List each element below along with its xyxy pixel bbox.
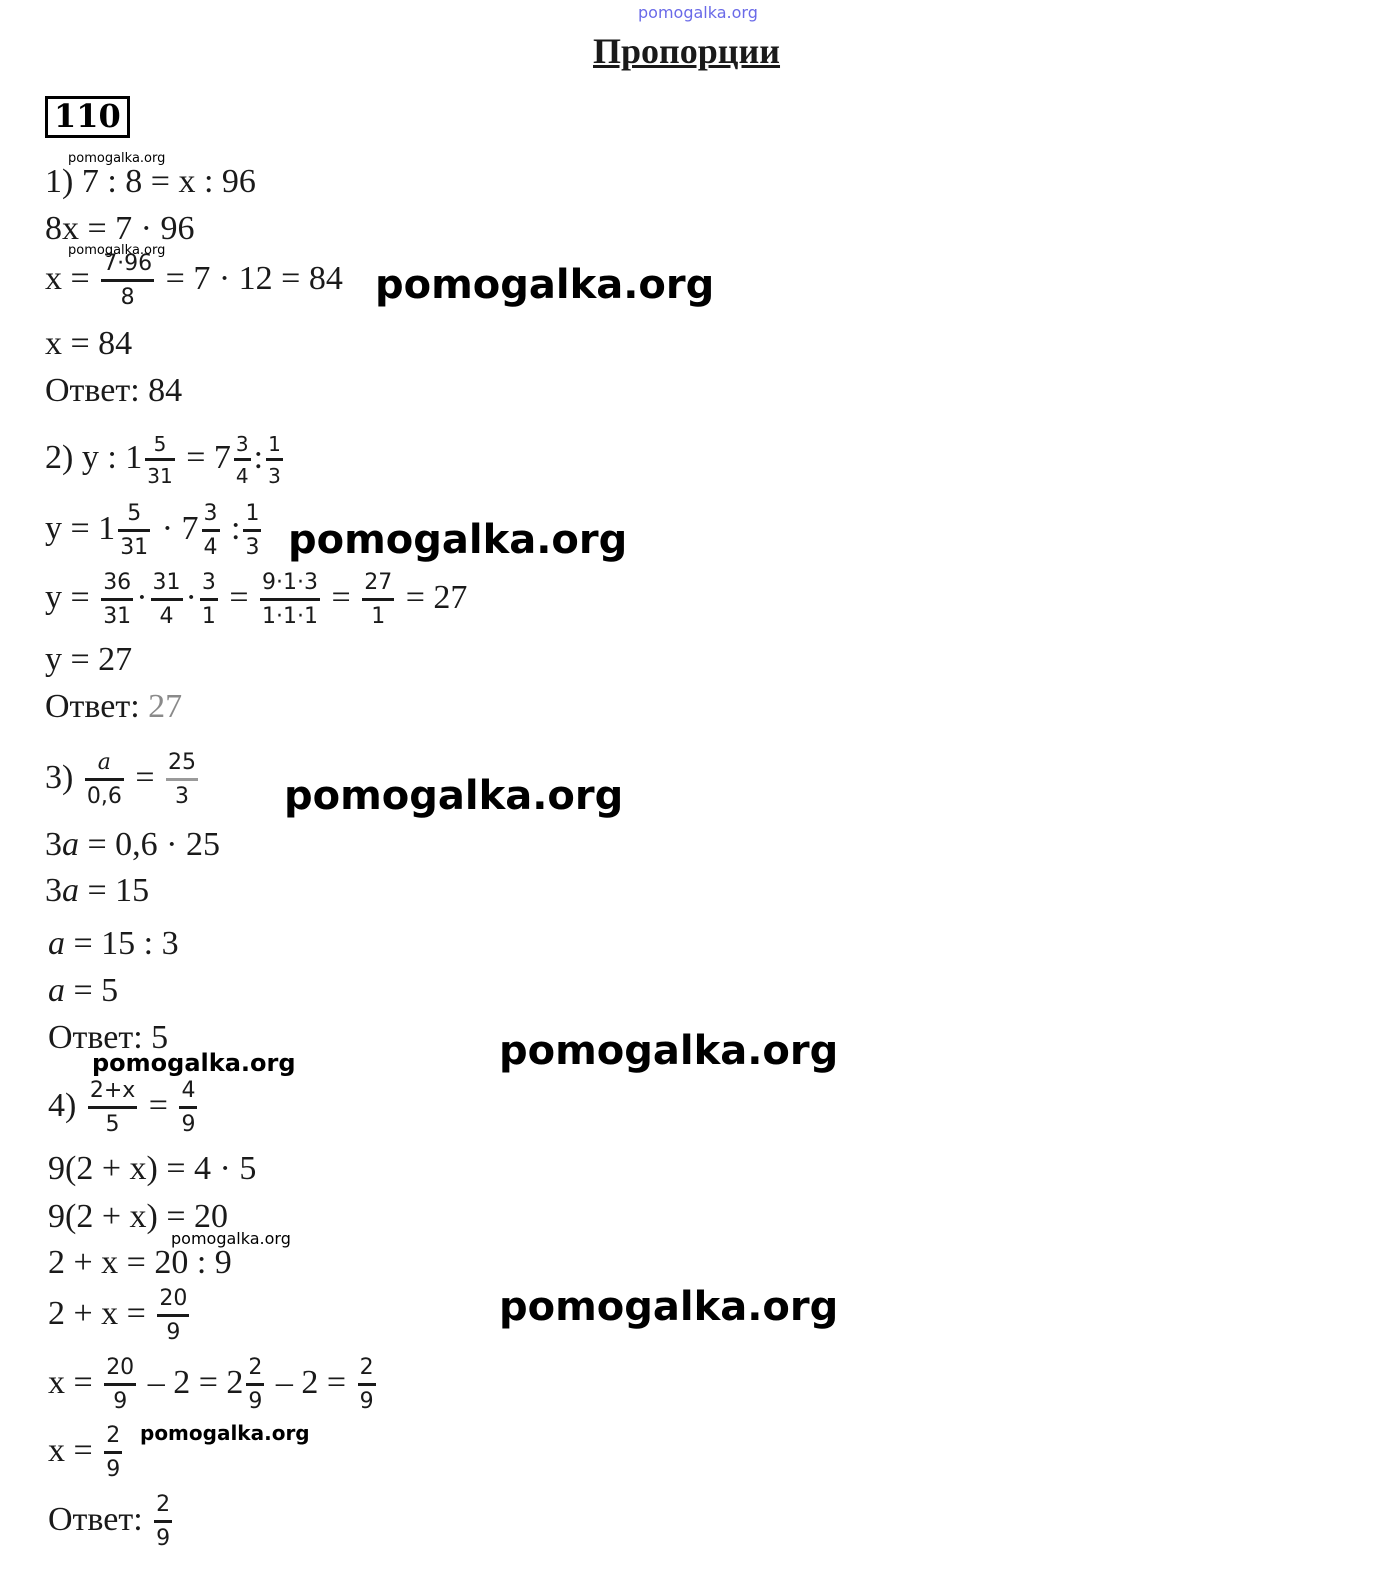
numerator: 3 bbox=[202, 503, 220, 532]
numerator: a bbox=[85, 752, 124, 781]
part4-line7-text-a: x = bbox=[48, 1431, 93, 1469]
part4-line1-equals: = bbox=[148, 1086, 168, 1124]
fraction bbox=[101, 253, 154, 309]
part3-line3 bbox=[45, 874, 149, 908]
watermark-large: pomogalka.org bbox=[375, 262, 715, 308]
expression: = 0,6 · 25 bbox=[79, 826, 220, 863]
part4-line6-text-b: – 2 = 2 bbox=[147, 1363, 244, 1401]
denominator: 3 bbox=[175, 784, 190, 809]
answer-value: 27 bbox=[148, 688, 183, 725]
expression: = 15 : 3 bbox=[65, 925, 179, 962]
denominator: 9 bbox=[106, 1457, 121, 1482]
part1-line4: x = 84 bbox=[45, 325, 133, 362]
answer-label: Ответ: bbox=[45, 688, 140, 725]
task-number-box: 110 bbox=[45, 96, 130, 138]
numerator: 2 bbox=[246, 1357, 264, 1386]
variable: a bbox=[48, 925, 65, 962]
watermark: pomogalka.org bbox=[140, 1421, 310, 1445]
fraction bbox=[88, 1080, 137, 1136]
numerator: 20 bbox=[104, 1357, 136, 1386]
part4-answer bbox=[48, 1494, 175, 1550]
part2-line4: y = 27 bbox=[45, 641, 133, 678]
part2-line3-equals: = bbox=[331, 578, 351, 616]
part1-line3-rhs: = 7 · 12 = 84 bbox=[165, 259, 343, 297]
part1-line3 bbox=[45, 253, 343, 309]
part1-answer: Ответ: 84 bbox=[45, 372, 183, 409]
fraction bbox=[202, 503, 220, 559]
denominator: 31 bbox=[147, 464, 173, 488]
part4-line7 bbox=[48, 1425, 125, 1481]
fraction bbox=[157, 1288, 189, 1344]
part4-line2: 9(2 + x) = 4 · 5 bbox=[48, 1150, 257, 1187]
numerator: 3 bbox=[234, 434, 251, 461]
watermark-large: pomogalka.org bbox=[499, 1284, 839, 1330]
watermark-medium: pomogalka.org bbox=[92, 1049, 296, 1077]
numerator: 2 bbox=[154, 1494, 172, 1523]
denominator: 5 bbox=[105, 1112, 120, 1137]
part2-line2 bbox=[45, 503, 264, 559]
watermark: pomogalka.org bbox=[68, 243, 166, 258]
page-title: Пропорции bbox=[593, 31, 781, 71]
numerator: 1 bbox=[243, 503, 261, 532]
denominator: 4 bbox=[203, 535, 218, 560]
numerator: 36 bbox=[101, 572, 133, 601]
part4-line1-text-a: 4) bbox=[48, 1086, 77, 1124]
part2-line2-text-c: : bbox=[231, 509, 241, 547]
part4-line5 bbox=[48, 1288, 192, 1344]
denominator: 9 bbox=[156, 1526, 171, 1551]
denominator: 9 bbox=[181, 1112, 196, 1137]
part2-line3-text-a: y = bbox=[45, 578, 90, 616]
part3-line1-equals: = bbox=[135, 758, 155, 796]
variable: a bbox=[48, 972, 65, 1009]
fraction bbox=[260, 572, 320, 628]
denominator: 9 bbox=[248, 1389, 263, 1414]
fraction bbox=[358, 1357, 376, 1413]
denominator: 9 bbox=[113, 1389, 128, 1414]
numerator: 25 bbox=[166, 752, 198, 781]
denominator: 9 bbox=[166, 1320, 181, 1345]
fraction bbox=[145, 434, 174, 486]
fraction bbox=[101, 572, 133, 628]
part2-line1-text-a: 2) y : 1 bbox=[45, 438, 143, 476]
part4-line6-text-a: x = bbox=[48, 1363, 93, 1401]
fraction bbox=[85, 752, 124, 808]
part3-answer: Ответ: 5 bbox=[48, 1019, 169, 1056]
part4-line4: 2 + x = 20 : 9 bbox=[48, 1244, 232, 1281]
part3-line4 bbox=[48, 927, 179, 961]
coefficient: 3 bbox=[45, 826, 62, 863]
fraction bbox=[104, 1425, 122, 1481]
fraction bbox=[362, 572, 394, 628]
part1-line2: 8x = 7 · 96 bbox=[45, 210, 195, 247]
part4-line6 bbox=[48, 1357, 379, 1413]
part3-line2 bbox=[45, 828, 220, 862]
numerator: 2+x bbox=[88, 1080, 137, 1109]
part4-line1 bbox=[48, 1080, 200, 1136]
denominator: 1 bbox=[201, 604, 216, 629]
denominator: 0,6 bbox=[86, 784, 122, 809]
expression: = 15 bbox=[79, 872, 150, 909]
part2-line1-text-b: = 7 bbox=[186, 438, 231, 476]
numerator: 2 bbox=[358, 1357, 376, 1386]
part1-line3-lhs: x = bbox=[45, 259, 90, 297]
part2-line2-text-a: y = 1 bbox=[45, 509, 116, 547]
fraction bbox=[118, 503, 150, 559]
part4-line3: 9(2 + x) = 20 bbox=[48, 1198, 228, 1235]
watermark-large: pomogalka.org bbox=[499, 1028, 839, 1074]
fraction bbox=[234, 434, 251, 486]
numerator: 1 bbox=[266, 434, 283, 461]
denominator: 4 bbox=[159, 604, 174, 629]
denominator: 1·1·1 bbox=[262, 604, 319, 629]
part4-line6-text-c: – 2 = bbox=[275, 1363, 347, 1401]
denominator: 1 bbox=[371, 604, 386, 629]
denominator: 8 bbox=[120, 285, 135, 310]
part2-line1-text-c: : bbox=[253, 438, 264, 476]
part2-line2-text-b: · 7 bbox=[161, 509, 199, 547]
watermark-top: pomogalka.org bbox=[638, 3, 758, 22]
part1-line1: 1) 7 : 8 = x : 96 bbox=[45, 163, 256, 200]
part3-line1 bbox=[45, 752, 201, 808]
answer-label: Ответ: bbox=[48, 1500, 143, 1538]
fraction bbox=[266, 434, 283, 486]
part2-answer bbox=[45, 690, 182, 724]
variable: a bbox=[62, 826, 79, 863]
denominator: 31 bbox=[120, 535, 149, 560]
part4-line5-text-a: 2 + x = bbox=[48, 1294, 146, 1332]
fraction bbox=[200, 572, 218, 628]
watermark-large: pomogalka.org bbox=[284, 773, 624, 819]
denominator: 31 bbox=[103, 604, 132, 629]
fraction bbox=[243, 503, 261, 559]
denominator: 9 bbox=[359, 1389, 374, 1414]
part2-line3 bbox=[45, 572, 467, 628]
numerator: 9·1·3 bbox=[260, 572, 320, 601]
watermark: pomogalka.org bbox=[171, 1229, 291, 1248]
part2-line3-end: = 27 bbox=[405, 578, 468, 616]
numerator: 20 bbox=[157, 1288, 189, 1317]
coefficient: 3 bbox=[45, 872, 62, 909]
denominator: 3 bbox=[245, 535, 260, 560]
fraction bbox=[151, 572, 183, 628]
numerator: 27 bbox=[362, 572, 394, 601]
part2-line1 bbox=[45, 434, 286, 486]
part3-line1-text-a: 3) bbox=[45, 758, 74, 796]
watermark-large: pomogalka.org bbox=[288, 517, 628, 563]
numerator: 7·96 bbox=[101, 253, 154, 282]
numerator: 5 bbox=[118, 503, 150, 532]
fraction bbox=[154, 1494, 172, 1550]
denominator: 3 bbox=[268, 464, 281, 488]
numerator: 3 bbox=[200, 572, 218, 601]
numerator: 31 bbox=[151, 572, 183, 601]
numerator: 4 bbox=[179, 1080, 197, 1109]
fraction bbox=[179, 1080, 197, 1136]
expression: = 5 bbox=[65, 972, 119, 1009]
part3-line5 bbox=[48, 974, 118, 1008]
part2-line3-dot: · bbox=[136, 578, 148, 616]
part2-line3-dot: · bbox=[185, 578, 197, 616]
part2-line3-equals: = bbox=[229, 578, 249, 616]
numerator: 5 bbox=[145, 434, 174, 461]
fraction bbox=[246, 1357, 264, 1413]
variable: a bbox=[62, 872, 79, 909]
fraction bbox=[104, 1357, 136, 1413]
watermark: pomogalka.org bbox=[68, 151, 166, 166]
denominator: 4 bbox=[235, 464, 249, 488]
fraction bbox=[166, 752, 198, 808]
numerator: 2 bbox=[104, 1425, 122, 1454]
